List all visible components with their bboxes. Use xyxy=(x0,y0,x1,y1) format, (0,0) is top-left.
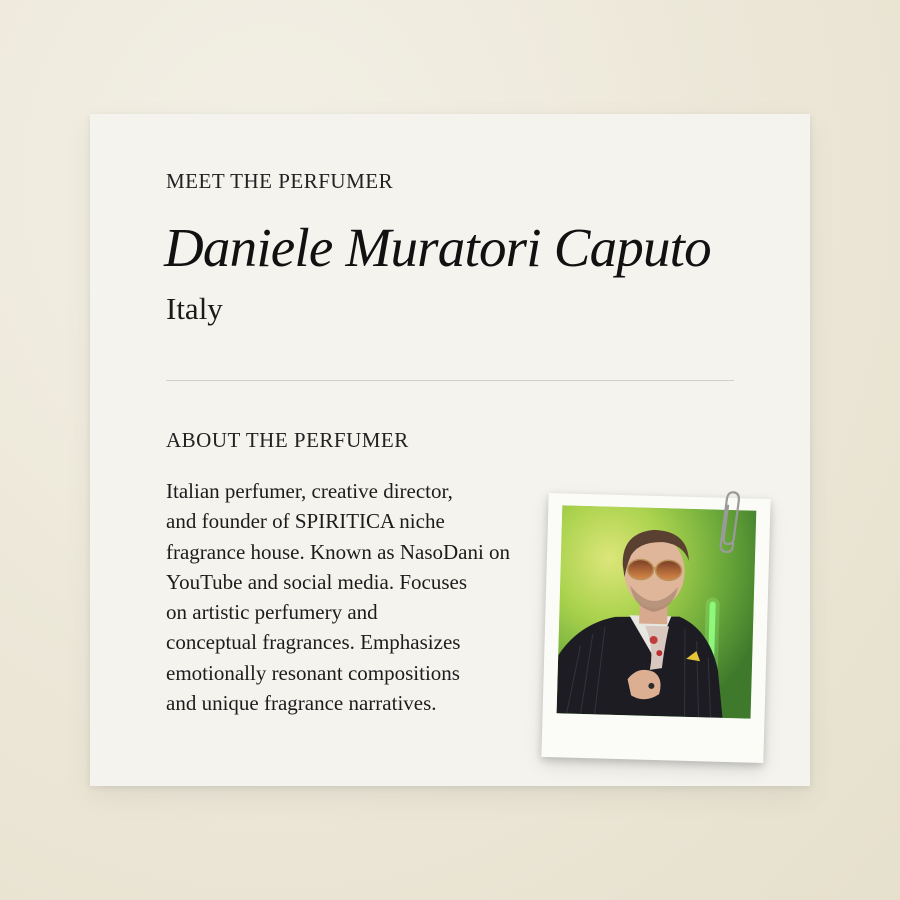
perfumer-country: Italy xyxy=(166,291,223,326)
bio-line: YouTube and social media. Focuses xyxy=(166,569,468,594)
bio-line: conceptual fragrances. Emphasizes xyxy=(166,630,461,655)
perfumer-card xyxy=(90,114,810,786)
section-divider xyxy=(166,380,734,381)
polaroid-photo xyxy=(541,493,770,763)
perfumer-name: Daniele Muratori Caputo xyxy=(164,217,711,278)
about-eyebrow: ABOUT THE PERFUMER xyxy=(166,428,409,452)
perfumer-bio xyxy=(166,476,562,718)
bio-line: and founder of SPIRITICA niche xyxy=(166,509,445,534)
bio-line: fragrance house. Known as NasoDani on xyxy=(166,539,511,564)
bio-line: Italian perfumer, creative director, xyxy=(166,479,453,503)
bio-line: and unique fragrance narratives. xyxy=(166,691,437,716)
bio-line: on artistic perfumery and xyxy=(166,600,378,625)
meet-eyebrow: MEET THE PERFUMER xyxy=(166,169,394,193)
bio-line: emotionally resonant compositions xyxy=(166,660,460,685)
